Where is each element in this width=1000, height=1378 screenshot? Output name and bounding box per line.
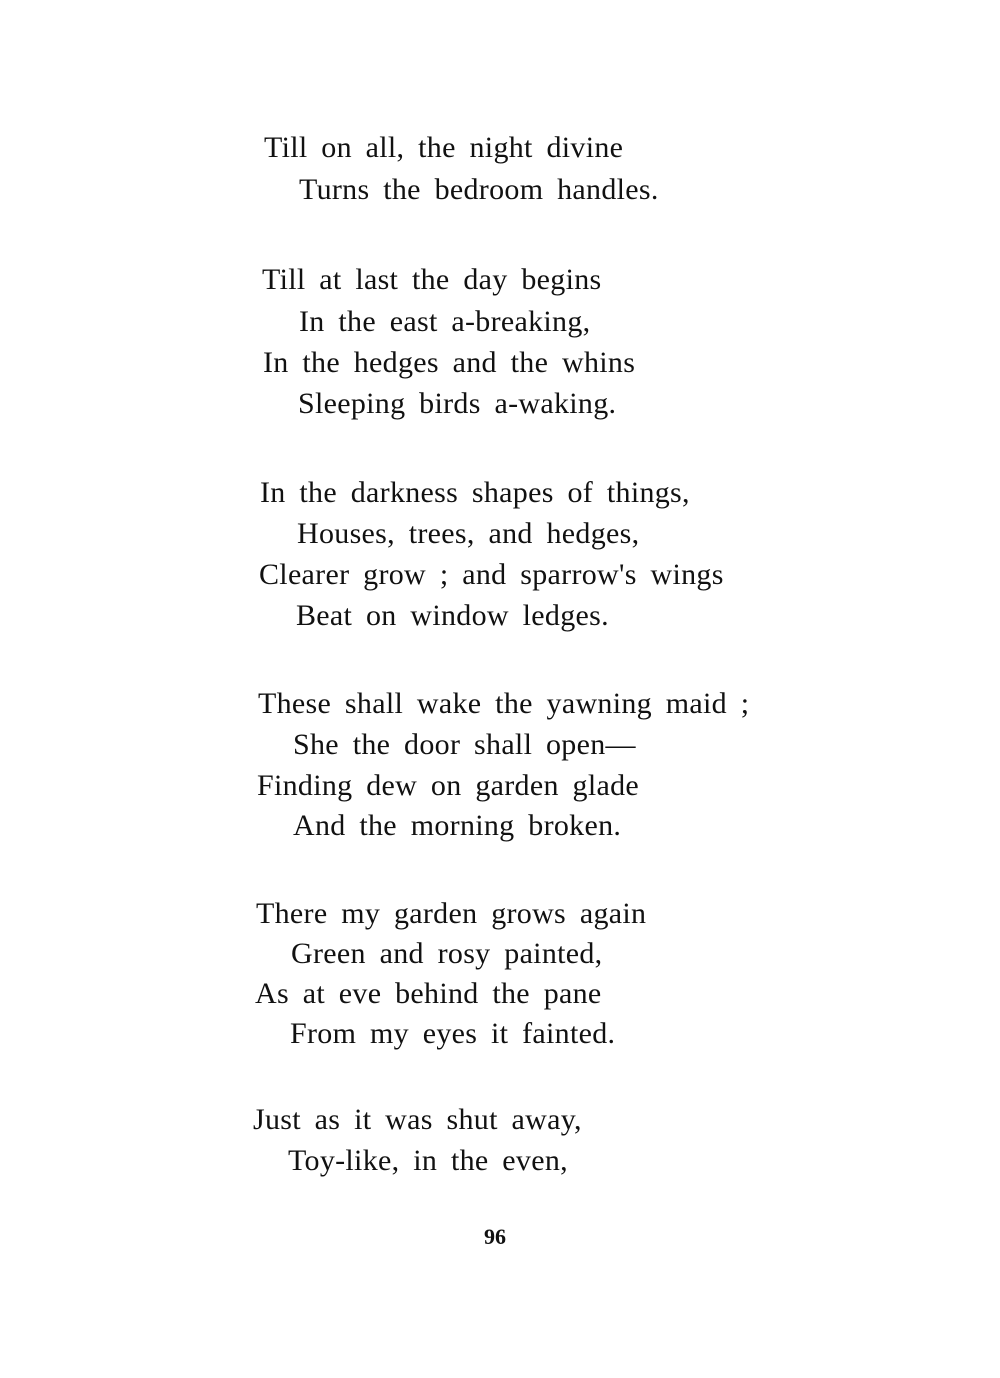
poem-line: In the darkness shapes of things, <box>260 476 690 509</box>
poem-line: Green and rosy painted, <box>291 937 603 970</box>
page-number: 96 <box>484 1224 506 1249</box>
poem-line: Sleeping birds a-waking. <box>298 387 617 420</box>
poem-line: Clearer grow ; and sparrow's wings <box>259 558 724 591</box>
poem-line: These shall wake the yawning maid ; <box>258 687 750 720</box>
poem-line: Finding dew on garden glade <box>257 769 640 802</box>
poem-line: Turns the bedroom handles. <box>299 173 659 206</box>
poem-line: Just as it was shut away, <box>253 1103 582 1136</box>
poem-line: Beat on window ledges. <box>296 599 609 632</box>
poem-line: There my garden grows again <box>256 897 647 930</box>
poem-line: And the morning broken. <box>293 809 622 842</box>
poem-line: Till at last the day begins <box>262 263 602 296</box>
poem-line: In the hedges and the whins <box>263 346 636 379</box>
poem-line: Toy-like, in the even, <box>288 1144 568 1177</box>
poem-line: As at eve behind the pane <box>255 977 602 1010</box>
poem-line: Till on all, the night divine <box>264 131 624 164</box>
poem-line: In the east a-breaking, <box>299 305 591 338</box>
poem-line: From my eyes it fainted. <box>290 1017 616 1050</box>
poem-line: She the door shall open— <box>293 728 636 761</box>
poem-line: Houses, trees, and hedges, <box>297 517 640 550</box>
